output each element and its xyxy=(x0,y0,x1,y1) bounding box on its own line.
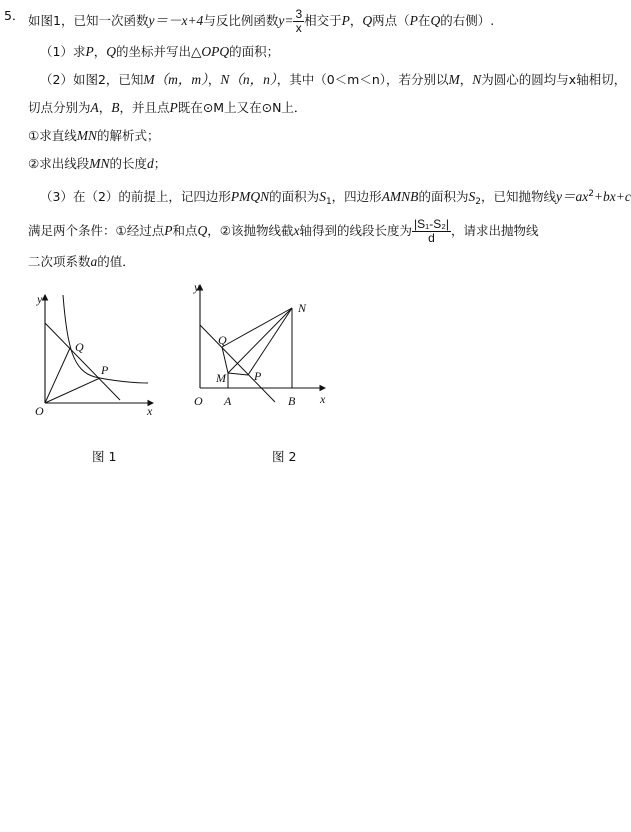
segment-op xyxy=(45,378,100,403)
linear-function-line xyxy=(45,323,120,400)
part-2-label: （2） xyxy=(40,72,73,87)
sub-2-text-2: 的长度 xyxy=(109,156,147,171)
linear-function: y＝－x+4 xyxy=(148,13,204,28)
x-axis-label: x xyxy=(147,404,153,418)
point-q: Q xyxy=(362,13,373,28)
point-p: P xyxy=(341,13,350,28)
part-3-text-5: ，已知抛物线 xyxy=(480,189,556,204)
part-3-line-2 xyxy=(28,218,539,245)
intro-line xyxy=(28,8,494,35)
fraction-numerator: 3 xyxy=(295,7,303,21)
part-3-line2-text-2: ，请求出抛物线 xyxy=(450,223,539,238)
fraction-denominator: d xyxy=(428,231,435,245)
part-2-sub-2 xyxy=(28,156,166,172)
line-mn: MN xyxy=(76,128,97,143)
origin-label: O xyxy=(194,394,203,408)
comma: ， xyxy=(93,44,107,59)
part-3-line-3 xyxy=(28,254,135,270)
point-b-label: B xyxy=(288,394,296,408)
segment-mp xyxy=(228,373,248,375)
part-2-line-2 xyxy=(28,100,306,116)
part-3-text-4: 的面积为 xyxy=(418,189,469,204)
point-p: P xyxy=(169,100,178,115)
sub-1-text-1: 求直线 xyxy=(39,128,77,143)
figure-2 xyxy=(180,275,340,420)
part-3-line3-text-1: 二次项系数 xyxy=(28,254,91,269)
inverse-function-fraction xyxy=(293,8,304,35)
point-p: P xyxy=(85,44,94,59)
x-axis-ref: x xyxy=(568,72,577,87)
fraction-denominator: x xyxy=(295,21,302,35)
parabola-part-a: y＝ax xyxy=(555,189,589,204)
intro-text-3: 相交于 xyxy=(304,13,342,28)
point-q-label: Q xyxy=(218,333,227,347)
figure-1-caption: 图 1 xyxy=(92,449,117,464)
part-1-text-2: 的坐标并写出 xyxy=(115,44,191,59)
parabola-exponent: 2 xyxy=(588,189,594,199)
circle-m: ⊙M xyxy=(202,100,225,115)
circle-n: ⊙N xyxy=(261,100,282,115)
point-p: P xyxy=(164,223,173,238)
comma: ， xyxy=(349,13,363,28)
part-2-line2-text-2: ，并且点 xyxy=(119,100,170,115)
fraction-numerator: |S₁-S₂| xyxy=(414,217,449,231)
coefficient-a: a xyxy=(90,254,98,269)
part-3-line2-text-1: 满足两个条件： xyxy=(28,223,116,238)
point-n-coord: N（n，n） xyxy=(220,72,277,87)
part-3-text-3: ，四边形 xyxy=(331,189,382,204)
sub-2-text-1: 求出线段 xyxy=(39,156,90,171)
point-m-label: M xyxy=(216,371,226,385)
point-q-2: Q xyxy=(430,13,441,28)
condition-2-text-2: 轴得到的线段长度为 xyxy=(299,223,413,238)
part-1 xyxy=(40,44,279,60)
sub-2-text-3: ； xyxy=(153,156,167,171)
condition-2-number: ② xyxy=(219,223,231,238)
condition-2-text: 该抛物线截 xyxy=(231,223,294,238)
part-2-text-4: 轴相切， xyxy=(576,72,627,87)
length-d: d xyxy=(147,156,154,171)
part-3-label: （3） xyxy=(40,189,73,204)
y-axis-label: y xyxy=(37,292,43,306)
condition-1-text-2: 和点 xyxy=(172,223,198,238)
comma: ， xyxy=(459,72,473,87)
condition-1-text: 经过点 xyxy=(126,223,165,238)
intro-text-2: 与反比例函数 xyxy=(203,13,279,28)
part-1-text-3: 的面积； xyxy=(229,44,280,59)
part-3-line-1 xyxy=(40,186,631,210)
part-2-line2-text-3: 既在 xyxy=(177,100,203,115)
part-1-label: （1） xyxy=(40,44,73,59)
condition-1-number: ① xyxy=(115,223,127,238)
segment-length-fraction xyxy=(412,218,451,245)
x-axis-ref: x xyxy=(293,223,300,238)
intro-text-6: 的右侧）. xyxy=(440,13,495,28)
point-m: M xyxy=(448,72,460,87)
origin-label: O xyxy=(35,404,44,418)
part-2-line2-text-5: 上． xyxy=(281,100,307,115)
part-2-text-2: ，其中（0＜m＜n），若分别以 xyxy=(276,72,449,87)
part-2-line2-text-1: 切点分别为 xyxy=(28,100,91,115)
part-2-text-1: 如图2，已知 xyxy=(72,72,144,87)
y-axis-label: y xyxy=(194,280,200,294)
intro-text-1: 如图1，已知一次函数 xyxy=(28,13,149,28)
part-3-text-1: 在（2）的前提上，记四边形 xyxy=(72,189,231,204)
problem-number: 5． xyxy=(4,8,25,23)
parabola-part-b: +bx+c xyxy=(593,189,631,204)
point-m-coord: M（m，m） xyxy=(143,72,208,87)
part-3-line3-text-2: 的值． xyxy=(97,254,135,269)
segment-qn xyxy=(222,308,292,347)
point-q-label: Q xyxy=(75,340,84,354)
area-s2-subscript: 2 xyxy=(475,197,481,207)
quad-pmqn: PMQN xyxy=(230,189,270,204)
figure-2-caption: 图 2 xyxy=(272,449,297,464)
point-n: N xyxy=(472,72,482,87)
segment-mn: MN xyxy=(89,156,110,171)
point-p-label: P xyxy=(101,363,109,377)
sub-1-text-2: 的解析式； xyxy=(96,128,160,143)
inverse-function-prefix: y= xyxy=(278,13,294,28)
area-s1: S xyxy=(319,189,326,204)
part-2-text-3: 为圆心的圆均与 xyxy=(481,72,569,87)
condition-1-text-3: ， xyxy=(207,223,220,238)
part-2-sub-1 xyxy=(28,128,160,144)
part-1-text-1: 求 xyxy=(72,44,86,59)
part-2-line2-text-4: 上又在 xyxy=(224,100,262,115)
sub-2-number: ② xyxy=(28,156,40,171)
point-a: A xyxy=(90,100,99,115)
point-b: B xyxy=(111,100,120,115)
point-n-label: N xyxy=(298,301,307,315)
point-q: Q xyxy=(106,44,116,59)
segment-pn xyxy=(248,308,292,375)
intro-text-5: 在 xyxy=(417,13,431,28)
comma: ， xyxy=(207,72,221,87)
x-axis-label: x xyxy=(320,392,326,406)
figure-1 xyxy=(35,285,165,418)
area-s1-subscript: 1 xyxy=(325,197,332,207)
part-3-text-2: 的面积为 xyxy=(269,189,320,204)
part-2-line-1 xyxy=(40,72,626,88)
segment-mn xyxy=(228,308,292,373)
point-p-label: P xyxy=(254,369,262,383)
point-q: Q xyxy=(197,223,208,238)
comma: ， xyxy=(98,100,112,115)
quad-amnb: AMNB xyxy=(381,189,419,204)
sub-1-number: ① xyxy=(28,128,40,143)
segment-oq xyxy=(45,348,70,403)
area-s2: S xyxy=(468,189,476,204)
intro-text-4: 两点（ xyxy=(372,13,410,28)
point-a-label: A xyxy=(224,394,232,408)
triangle-opq: △OPQ xyxy=(191,44,230,59)
point-p-2: P xyxy=(409,13,418,28)
